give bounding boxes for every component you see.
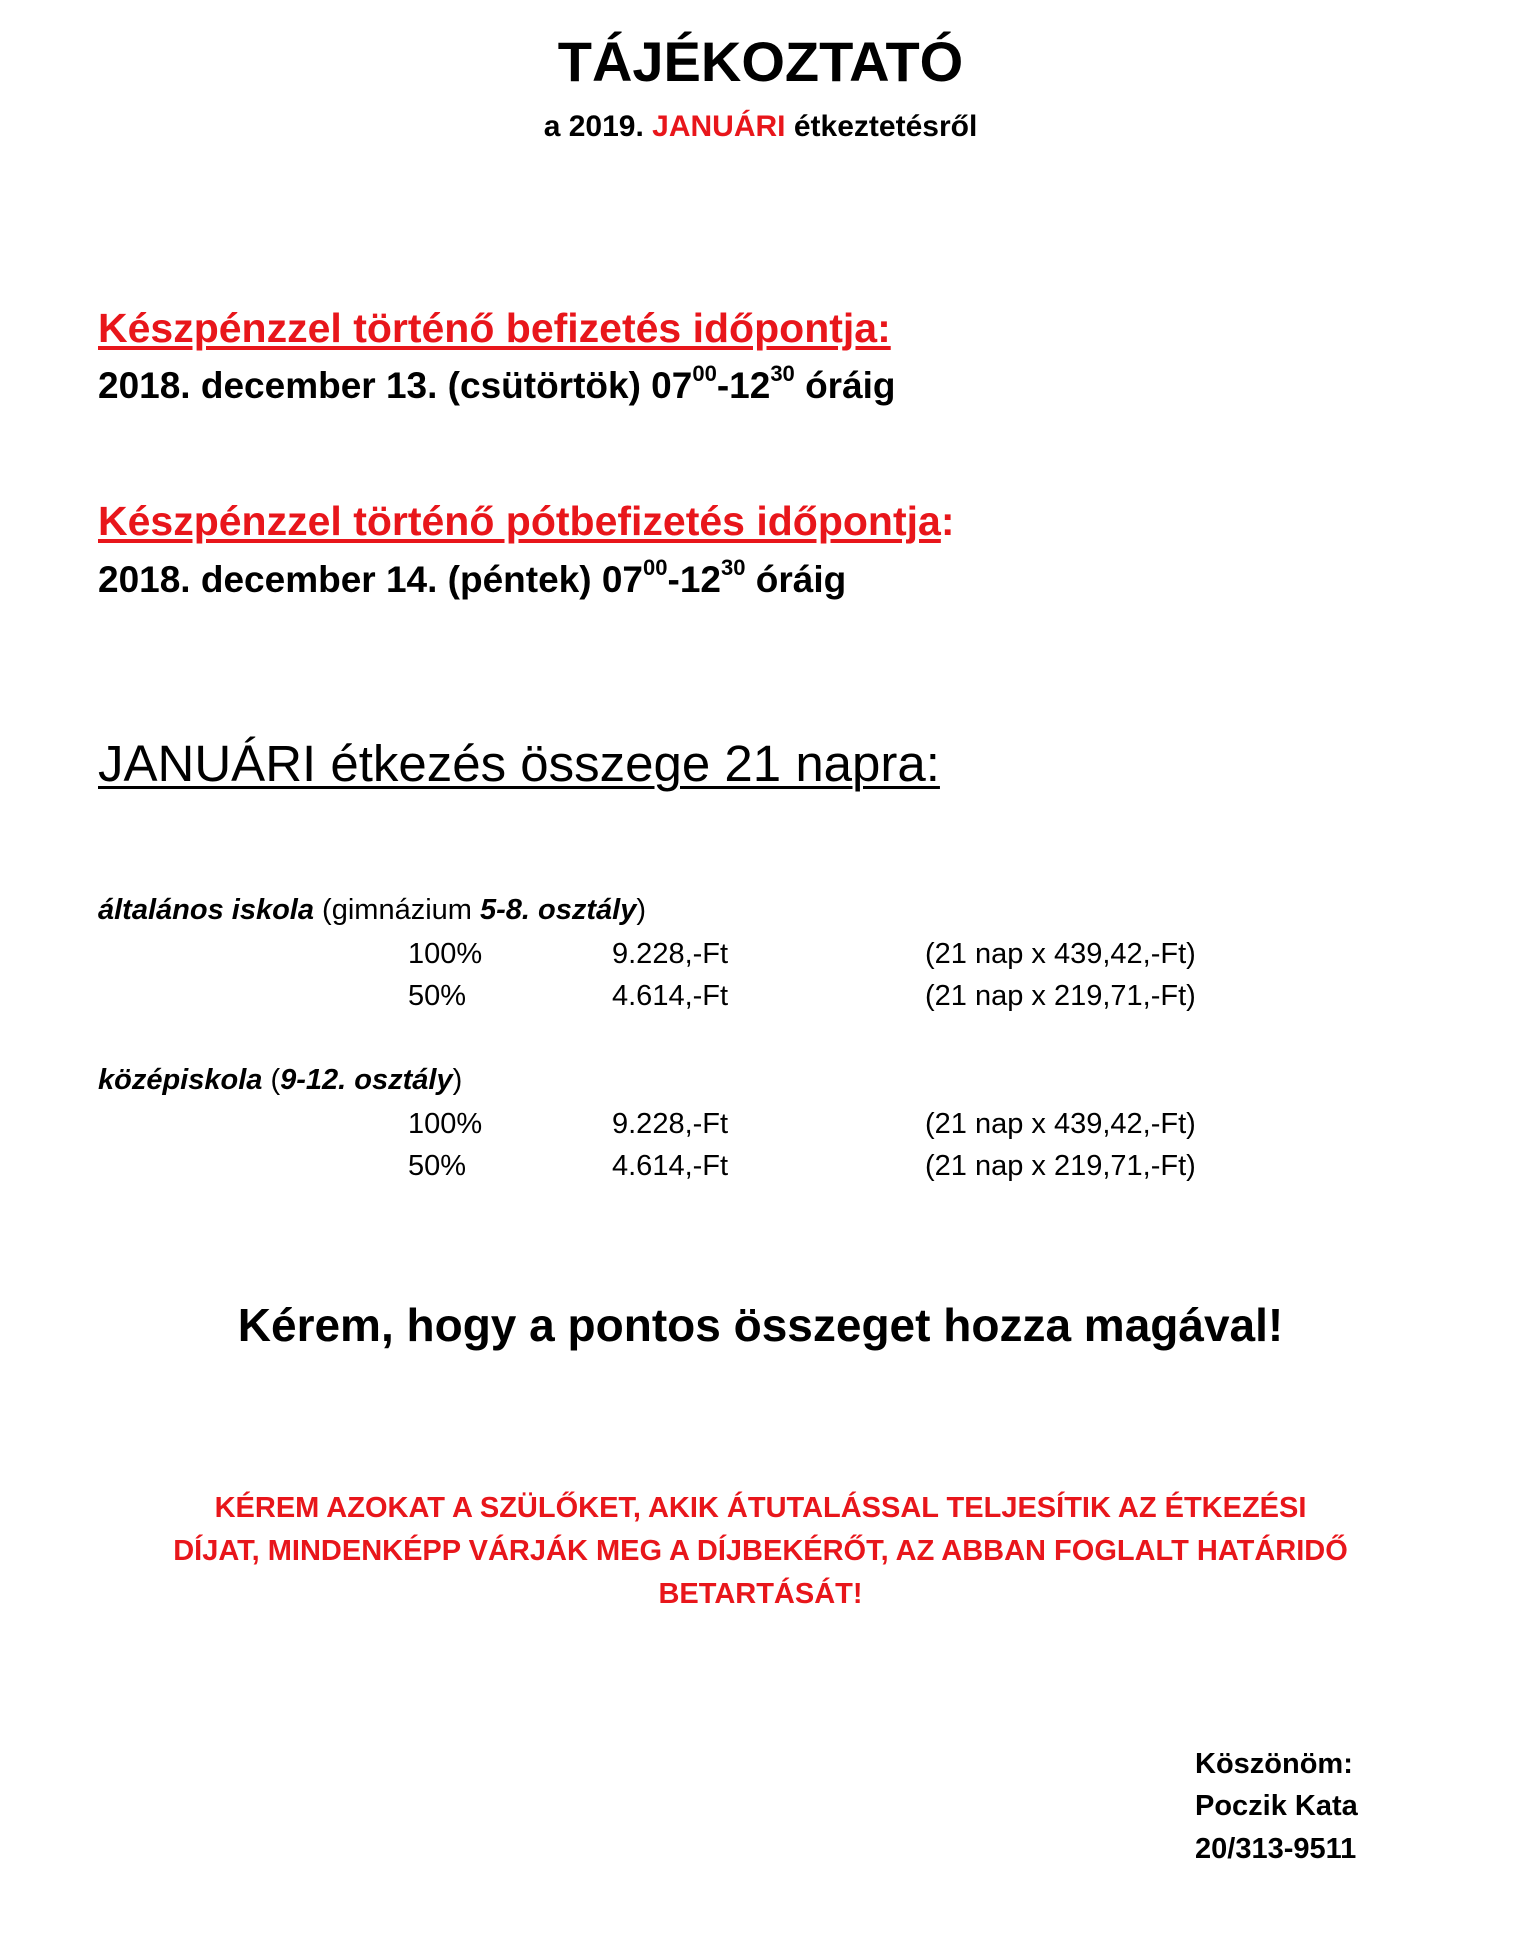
section-grades: 9-12. osztály [280,1064,453,1096]
row-percent: 50% [408,1150,467,1182]
row-amount: 9.228,-Ft [612,1108,729,1140]
exact-amount-request: Kérem, hogy a pontos összeget hozza magával! [237,1299,1284,1351]
transfer-notice-line: BETARTÁSÁT! [658,1578,863,1610]
row-percent: 50% [408,980,467,1012]
payment-date [98,361,896,406]
row-calc: (21 nap x 219,71,-Ft) [925,980,1196,1012]
subtitle-rest: étkeztetésről [793,110,978,143]
row-amount: 9.228,-Ft [612,938,729,970]
transfer-notice-line: DÍJAT, MINDENKÉPP VÁRJÁK MEG A DÍJBEKÉRŐT, AZ ABBAN FOGLALT HATÁRIDŐ [173,1535,1348,1567]
signature-phone: 20/313-9511 [1195,1833,1357,1865]
section-paren: ( [262,1064,281,1096]
payment-start-minutes: 00 [692,361,717,386]
row-calc: (21 nap x 439,42,-Ft) [925,1108,1196,1140]
late-start-minutes: 00 [643,555,668,580]
row-calc: (21 nap x 439,42,-Ft) [925,938,1196,970]
payment-end-hour: -12 [716,365,771,406]
late-end-minutes: 30 [720,555,746,580]
row-amount: 4.614,-Ft [612,1150,729,1182]
late-payment-colon: : [940,498,955,544]
transfer-notice-line: KÉREM AZOKAT A SZÜLŐKET, AKIK ÁTUTALÁSSAL TELJESÍTIK AZ ÉTKEZÉSI [214,1492,1307,1524]
late-payment-heading-text: Készpénzzel történő pótbefizetés időpontja [98,498,941,544]
section-label-secondary-school [98,1066,462,1095]
late-payment-date [98,555,847,600]
signature-thanks: Köszönöm: [1195,1748,1353,1780]
late-payment-heading [98,498,955,544]
section-paren: (gimnázium [314,894,480,926]
section-name: általános iskola [98,894,314,926]
row-percent: 100% [408,938,483,970]
section-grades: 5-8. osztály [480,894,637,926]
subtitle-year: a 2019. [543,110,644,143]
document-subtitle [0,112,1521,142]
late-payment-date-text: 2018. december 14. (péntek) 07 [98,559,644,600]
meals-heading: JANUÁRI étkezés összege 21 napra: [98,735,940,792]
document-title: TÁJÉKOZTATÓ [557,30,964,93]
late-end-hour: -12 [667,559,721,600]
section-name: középiskola [98,1064,263,1096]
row-amount: 4.614,-Ft [612,980,729,1012]
row-percent: 100% [408,1108,483,1140]
section-paren-close: ) [452,1064,463,1096]
late-suffix: óráig [745,559,847,600]
payment-date-text: 2018. december 13. (csütörtök) 07 [98,365,693,406]
payment-end-minutes: 30 [770,361,795,386]
signature-name: Poczik Kata [1195,1790,1358,1822]
payment-heading: Készpénzzel történő befizetés időpontja: [98,305,891,351]
subtitle-month: JANUÁRI [652,110,786,143]
section-label-general-school [98,896,646,925]
section-paren-close: ) [636,894,647,926]
row-calc: (21 nap x 219,71,-Ft) [925,1150,1196,1182]
payment-suffix: óráig [794,365,896,406]
